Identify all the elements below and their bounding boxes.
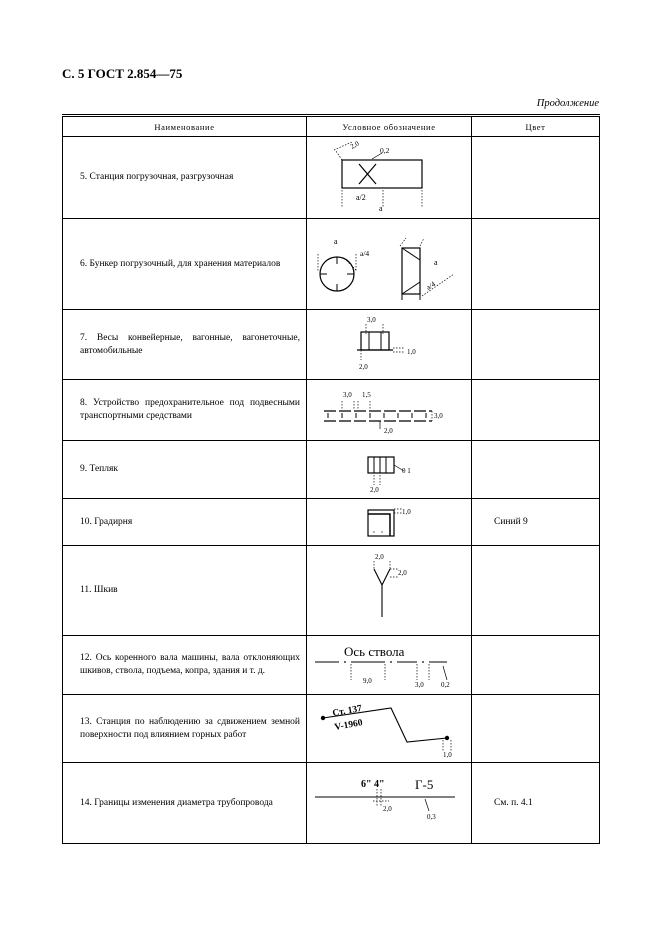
row-symbol <box>307 310 472 380</box>
row-name: 5. Станция погрузочная, разгрузочная <box>63 137 307 219</box>
station-year: V-1960 <box>333 717 364 733</box>
table-row <box>63 763 600 844</box>
dim-label: 2,0 <box>370 485 379 494</box>
row-color <box>472 310 600 380</box>
table-row <box>63 499 600 546</box>
dim-label: 0,2 <box>380 145 390 155</box>
diameter-change-symbol <box>307 773 472 833</box>
dim-label: 3,0 <box>434 412 443 420</box>
row-color <box>472 695 600 763</box>
row-name: 8. Устройство предохранительное под подвесными транспортными средствами <box>63 380 307 441</box>
dim-label: 3,0 <box>415 681 424 689</box>
row-name: 13. Станция по наблюдению за сдвижением земной поверхности под влиянием горных работ <box>63 695 307 763</box>
dim-label: a/2 <box>356 192 366 202</box>
dim-label: 0,3 <box>427 813 436 821</box>
column-header-color: Цвет <box>472 116 600 137</box>
dim-label: 9,0 <box>363 677 372 685</box>
dim-label: 2,0 <box>398 568 407 577</box>
scales-symbol <box>339 314 439 376</box>
dim-label: 0 1 <box>402 466 411 475</box>
cooling-tower-symbol <box>344 504 434 540</box>
dim-label: 2,0 <box>384 427 393 435</box>
bunker-symbol <box>312 226 467 302</box>
row-symbol <box>307 219 472 310</box>
dim-label: 0,2 <box>441 681 450 689</box>
dim-label: 1,0 <box>402 508 411 516</box>
row-symbol <box>307 380 472 441</box>
observation-station-symbol <box>307 698 472 760</box>
loading-station-symbol <box>314 140 464 216</box>
table-header-row <box>63 116 600 137</box>
dim-label: 1,0 <box>407 347 416 356</box>
station-number: Ст. 137 <box>331 703 363 719</box>
page-header: С. 5 ГОСТ 2.854—75 <box>62 66 183 81</box>
row-symbol <box>307 636 472 695</box>
row-color: См. п. 4.1 <box>472 763 600 844</box>
row-name: 7. Весы конвейерные, вагонные, вагонеточные, автомобильные <box>63 310 307 380</box>
row-name: 10. Градирня <box>63 499 307 546</box>
dim-label: a <box>333 237 338 246</box>
row-color: Синий 9 <box>472 499 600 546</box>
column-header-symbol: Условное обозначение <box>307 116 472 137</box>
row-symbol <box>307 137 472 219</box>
row-color <box>472 219 600 310</box>
row-color <box>472 546 600 636</box>
row-name: 12. Ось коренного вала машины, вала отклоняющих шкивов, ствола, подъема, копра, здания и т. д. <box>63 636 307 695</box>
table-row <box>63 137 600 219</box>
dim-label: 2,0 <box>375 552 384 561</box>
dim-label: 1,0 <box>443 750 452 759</box>
axis-caption: Ось ствола <box>344 644 405 659</box>
dim-label: 2,0 <box>359 362 368 371</box>
continuation-label: Продолжение <box>536 98 599 109</box>
row-symbol <box>307 763 472 844</box>
dim-label: 3,0 <box>343 391 352 399</box>
row-symbol <box>307 546 472 636</box>
table-row <box>63 310 600 380</box>
row-symbol <box>307 499 472 546</box>
row-symbol <box>307 441 472 499</box>
dim-label: a <box>433 258 438 267</box>
row-color <box>472 380 600 441</box>
shaft-axis-symbol <box>307 640 472 690</box>
table-row <box>63 380 600 441</box>
row-name: 14. Границы изменения диаметра трубопровода <box>63 763 307 844</box>
column-header-name: Наименование <box>63 116 307 137</box>
row-color <box>472 137 600 219</box>
table-row <box>63 441 600 499</box>
dim-label: 2,0 <box>349 138 361 151</box>
dim-label: 2,0 <box>383 805 392 813</box>
row-symbol <box>307 695 472 763</box>
dim-label: 1,5 <box>362 391 371 399</box>
row-color <box>472 636 600 695</box>
table-row <box>63 695 600 763</box>
row-name: 6. Бункер погрузочный, для хранения материалов <box>63 219 307 310</box>
dim-label: a/4 <box>424 279 437 292</box>
row-color <box>472 441 600 499</box>
table-row <box>63 219 600 310</box>
pipe-code-label: Г-5 <box>415 777 434 792</box>
table-row <box>63 546 600 636</box>
heat-shelter-symbol <box>344 447 434 493</box>
dim-label: 3,0 <box>367 315 376 324</box>
dim-label: a/4 <box>359 249 369 258</box>
row-name: 9. Тепляк <box>63 441 307 499</box>
safety-device-symbol <box>314 385 464 435</box>
symbols-table <box>62 114 600 844</box>
diameter-label: 6" 4" <box>361 779 385 790</box>
table-row <box>63 636 600 695</box>
pulley-symbol <box>344 551 434 631</box>
row-name: 11. Шкив <box>63 546 307 636</box>
dim-label: a <box>379 203 383 213</box>
